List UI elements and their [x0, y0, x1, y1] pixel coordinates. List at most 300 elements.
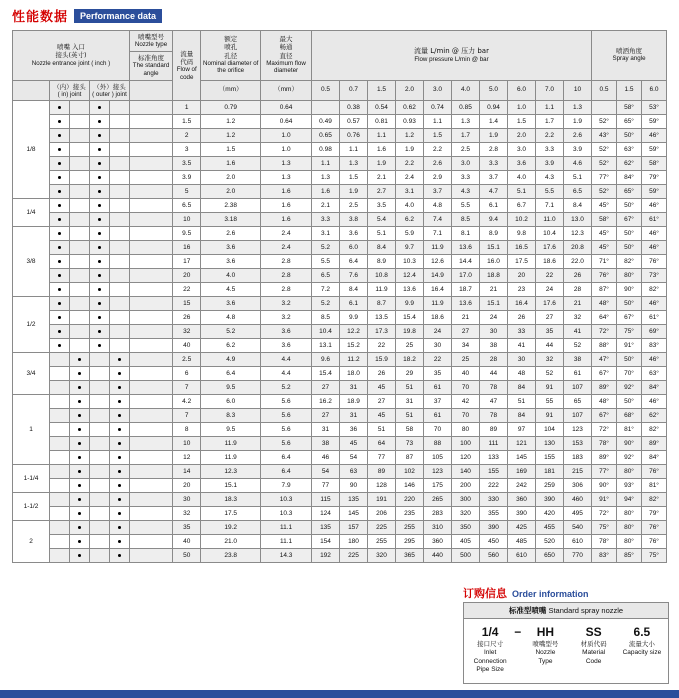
joint-cell — [70, 241, 90, 255]
joint-cell — [110, 535, 130, 549]
flow-cell: 330 — [480, 493, 508, 507]
spray-angle-cell: 76° — [642, 255, 667, 269]
flow-cell: 4.7 — [480, 185, 508, 199]
flow-cell: 0.98 — [312, 143, 340, 157]
joint-cell — [110, 227, 130, 241]
joint-cell — [70, 227, 90, 241]
flow-cell: 31 — [340, 381, 368, 395]
flow-cell: 84 — [508, 381, 536, 395]
table-row — [13, 409, 667, 423]
flow-cell: 1.3 — [340, 157, 368, 171]
flow-cell: 0.57 — [340, 115, 368, 129]
flow-cell: 12.2 — [340, 325, 368, 339]
joint-cell — [90, 423, 110, 437]
order-box-title-en: Standard spray nozzle — [548, 606, 624, 615]
table-row — [13, 549, 667, 563]
max-flow-cell: 5.6 — [261, 395, 312, 409]
flow-cell: 8.4 — [368, 241, 396, 255]
joint-cell — [70, 521, 90, 535]
flow-cell: 22.0 — [564, 255, 592, 269]
orifice-cell: 3.18 — [201, 213, 261, 227]
order-part-code: SS — [585, 625, 602, 639]
flow-cell: 2.4 — [396, 171, 424, 185]
flow-code-cell: 35 — [173, 521, 201, 535]
joint-cell — [70, 213, 90, 227]
spray-angle-cell: 76° — [592, 269, 617, 283]
flow-code-cell: 6.5 — [173, 199, 201, 213]
col-pressure: 流量 L/min @ 压力 bar Flow pressure L/min @ bar — [312, 31, 592, 81]
flow-cell: 1.6 — [368, 143, 396, 157]
joint-cell — [70, 367, 90, 381]
joint-cell — [90, 185, 110, 199]
flow-cell: 28 — [564, 283, 592, 297]
spray-angle-cell: 80° — [617, 465, 642, 479]
flow-cell: 25 — [396, 339, 424, 353]
table-row — [13, 129, 667, 143]
flow-cell: 242 — [508, 479, 536, 493]
flow-cell: 183 — [564, 451, 592, 465]
flow-cell: 19.8 — [396, 325, 424, 339]
flow-cell: 107 — [564, 381, 592, 395]
max-flow-cell: 0.64 — [261, 115, 312, 129]
flow-cell: 1.9 — [340, 185, 368, 199]
joint-cell — [90, 269, 110, 283]
flow-cell: 13.0 — [564, 213, 592, 227]
flow-cell: 3.3 — [312, 213, 340, 227]
flow-cell: 24 — [480, 311, 508, 325]
flow-cell: 54 — [340, 451, 368, 465]
col-pressure-10: 10 — [564, 80, 592, 101]
flow-cell: 29 — [396, 367, 424, 381]
table-row — [13, 101, 667, 115]
flow-cell: 41 — [508, 339, 536, 353]
spray-angle-cell: 92° — [617, 381, 642, 395]
flow-cell: 15.4 — [312, 367, 340, 381]
flow-cell: 16.2 — [312, 395, 340, 409]
table-row — [13, 213, 667, 227]
joint-cell — [110, 437, 130, 451]
flow-cell: 77 — [368, 451, 396, 465]
flow-cell: 2.1 — [312, 199, 340, 213]
joint-cell — [110, 339, 130, 353]
flow-cell: 18.9 — [340, 395, 368, 409]
orifice-cell: 9.5 — [201, 381, 261, 395]
flow-cell: 13.6 — [396, 283, 424, 297]
flow-cell: 1.6 — [312, 185, 340, 199]
flow-cell: 405 — [452, 535, 480, 549]
flow-cell: 13.5 — [368, 311, 396, 325]
standard-angle-cell — [130, 507, 173, 521]
joint-cell — [50, 409, 70, 423]
flow-cell: 18.8 — [480, 269, 508, 283]
flow-cell: 17.6 — [536, 297, 564, 311]
flow-cell: 1.9 — [480, 129, 508, 143]
orifice-cell: 1.6 — [201, 157, 261, 171]
order-part-2 — [523, 625, 567, 666]
flow-cell: 26 — [564, 269, 592, 283]
order-part-code: 1/4 — [481, 625, 499, 639]
spray-angle-cell: 67° — [592, 409, 617, 423]
joint-cell — [90, 493, 110, 507]
joint-cell — [50, 479, 70, 493]
flow-cell: 2.6 — [424, 157, 452, 171]
flow-cell: 17.5 — [508, 255, 536, 269]
flow-cell: 4.3 — [536, 171, 564, 185]
flow-cell: 89 — [368, 465, 396, 479]
standard-angle-cell — [130, 157, 173, 171]
joint-cell — [90, 535, 110, 549]
spray-angle-cell: 53° — [642, 101, 667, 115]
spray-angle-cell: 80° — [617, 521, 642, 535]
flow-cell: 12.3 — [564, 227, 592, 241]
flow-cell: 4.3 — [452, 185, 480, 199]
flow-cell: 27 — [312, 381, 340, 395]
flow-cell: 425 — [508, 521, 536, 535]
flow-cell: 11.2 — [340, 353, 368, 367]
table-row — [13, 535, 667, 549]
flow-cell: 350 — [452, 521, 480, 535]
table-row — [13, 325, 667, 339]
flow-cell: 64 — [368, 437, 396, 451]
group-label-1-4: 1/4 — [13, 199, 50, 227]
flow-cell: 610 — [564, 535, 592, 549]
flow-cell: 45 — [340, 437, 368, 451]
flow-cell: 33 — [508, 325, 536, 339]
spray-angle-cell: 52° — [592, 185, 617, 199]
joint-cell — [50, 185, 70, 199]
flow-cell: 31 — [312, 423, 340, 437]
flow-cell: 27 — [368, 395, 396, 409]
spray-angle-cell: 46° — [642, 129, 667, 143]
max-flow-cell: 2.8 — [261, 269, 312, 283]
max-flow-cell: 4.4 — [261, 353, 312, 367]
col-standard-angle: 标准角度 The standard angle — [130, 51, 173, 80]
spray-angle-cell: 82° — [617, 255, 642, 269]
spray-angle-cell: 82° — [642, 423, 667, 437]
flow-cell: 3.9 — [564, 143, 592, 157]
flow-cell: 191 — [368, 493, 396, 507]
flow-cell: 8.5 — [452, 213, 480, 227]
flow-cell: 5.1 — [508, 185, 536, 199]
flow-cell: 17.6 — [536, 241, 564, 255]
order-separator: − — [514, 625, 522, 639]
flow-cell: 32 — [564, 311, 592, 325]
flow-cell: 7.1 — [424, 227, 452, 241]
joint-cell — [90, 507, 110, 521]
flow-cell: 87 — [396, 451, 424, 465]
col-angle-1.5: 1.5 — [617, 80, 642, 101]
flow-code-cell: 9.5 — [173, 227, 201, 241]
flow-cell: 30 — [508, 353, 536, 367]
joint-cell — [50, 115, 70, 129]
joint-cell — [50, 227, 70, 241]
flow-cell: 1.9 — [368, 157, 396, 171]
spray-angle-cell: 46° — [642, 353, 667, 367]
flow-cell: 10.8 — [368, 269, 396, 283]
flow-code-cell: 3.9 — [173, 171, 201, 185]
flow-cell: 1.1 — [536, 101, 564, 115]
flow-cell: 15.4 — [396, 311, 424, 325]
max-flow-cell: 5.6 — [261, 423, 312, 437]
spray-angle-cell: 75° — [617, 325, 642, 339]
table-row — [13, 115, 667, 129]
flow-cell: 2.2 — [424, 143, 452, 157]
orifice-cell: 2.38 — [201, 199, 261, 213]
flow-cell: 0.93 — [396, 115, 424, 129]
flow-cell: 650 — [536, 549, 564, 563]
flow-cell: 65 — [564, 395, 592, 409]
flow-cell: 153 — [564, 437, 592, 451]
flow-cell: 31 — [340, 409, 368, 423]
flow-cell: 6.5 — [312, 269, 340, 283]
spray-angle-cell: 70° — [617, 367, 642, 381]
max-flow-cell: 3.2 — [261, 311, 312, 325]
flow-cell: 145 — [340, 507, 368, 521]
joint-cell — [50, 465, 70, 479]
flow-cell: 133 — [480, 451, 508, 465]
flow-cell: 22 — [424, 353, 452, 367]
joint-cell — [70, 437, 90, 451]
joint-cell — [90, 199, 110, 213]
joint-cell — [50, 423, 70, 437]
flow-cell: 1.3 — [312, 171, 340, 185]
spray-angle-cell: 43° — [592, 129, 617, 143]
col-group-label — [13, 80, 50, 101]
flow-cell: 3.1 — [396, 185, 424, 199]
flow-cell: 440 — [424, 549, 452, 563]
flow-cell: 200 — [452, 479, 480, 493]
flow-cell: 48 — [508, 367, 536, 381]
flow-cell: 21 — [480, 283, 508, 297]
joint-cell — [70, 381, 90, 395]
max-flow-cell: 5.2 — [261, 381, 312, 395]
flow-cell: 42 — [452, 395, 480, 409]
max-flow-cell: 2.8 — [261, 255, 312, 269]
joint-cell — [50, 395, 70, 409]
spray-angle-cell: 52° — [592, 115, 617, 129]
flow-code-cell: 4.2 — [173, 395, 201, 409]
flow-cell: 51 — [368, 423, 396, 437]
table-row — [13, 367, 667, 381]
joint-cell — [50, 549, 70, 563]
spray-angle-cell: 61° — [642, 213, 667, 227]
orifice-cell: 2.0 — [201, 185, 261, 199]
joint-cell — [50, 451, 70, 465]
flow-cell: 8.9 — [368, 255, 396, 269]
standard-angle-cell — [130, 269, 173, 283]
flow-cell: 5.9 — [396, 227, 424, 241]
flow-cell: 34 — [452, 339, 480, 353]
col-max-flow-unit: （mm） — [261, 80, 312, 101]
spray-angle-cell: 71° — [592, 255, 617, 269]
flow-cell: 2.6 — [564, 129, 592, 143]
flow-cell: 1.9 — [564, 115, 592, 129]
group-label-2: 2 — [13, 521, 50, 563]
order-information-box — [463, 602, 669, 684]
joint-cell — [110, 325, 130, 339]
flow-cell: 55 — [536, 395, 564, 409]
flow-cell: 23 — [508, 283, 536, 297]
flow-cell: 10.4 — [312, 325, 340, 339]
table-row — [13, 255, 667, 269]
spray-angle-cell: 46° — [642, 227, 667, 241]
flow-cell: 51 — [396, 409, 424, 423]
flow-cell: 27 — [312, 409, 340, 423]
table-row — [13, 269, 667, 283]
flow-cell: 22 — [368, 339, 396, 353]
flow-cell: 390 — [480, 521, 508, 535]
flow-code-cell: 22 — [173, 283, 201, 297]
orifice-cell: 5.2 — [201, 325, 261, 339]
joint-cell — [90, 311, 110, 325]
joint-cell — [90, 479, 110, 493]
col-angle-0.5: 0.5 — [592, 80, 617, 101]
spray-angle-cell: 59° — [642, 143, 667, 157]
orifice-cell: 1.2 — [201, 129, 261, 143]
flow-cell: 78 — [480, 381, 508, 395]
flow-cell: 24 — [424, 325, 452, 339]
flow-cell: 1.5 — [340, 171, 368, 185]
joint-cell — [110, 143, 130, 157]
joint-cell — [50, 381, 70, 395]
spray-angle-cell: 69° — [642, 325, 667, 339]
flow-cell: 2.0 — [508, 129, 536, 143]
flow-cell: 4.6 — [564, 157, 592, 171]
spray-angle-cell: 80° — [617, 507, 642, 521]
flow-cell: 610 — [508, 549, 536, 563]
flow-cell: 111 — [480, 437, 508, 451]
flow-cell: 1.1 — [368, 129, 396, 143]
spray-angle-cell: 59° — [642, 115, 667, 129]
flow-cell: 355 — [480, 507, 508, 521]
flow-cell: 135 — [312, 521, 340, 535]
flow-code-cell: 16 — [173, 241, 201, 255]
joint-cell — [70, 493, 90, 507]
joint-cell — [50, 507, 70, 521]
flow-cell: 4.8 — [424, 199, 452, 213]
flow-cell: 495 — [564, 507, 592, 521]
flow-cell: 2.5 — [340, 199, 368, 213]
flow-cell: 14.9 — [424, 269, 452, 283]
table-row — [13, 507, 667, 521]
spray-angle-cell: 58° — [642, 157, 667, 171]
table-row — [13, 297, 667, 311]
flow-cell: 6.0 — [340, 241, 368, 255]
flow-cell: 44 — [480, 367, 508, 381]
joint-cell — [70, 339, 90, 353]
standard-angle-cell — [130, 353, 173, 367]
flow-cell: 6.5 — [564, 185, 592, 199]
joint-cell — [90, 143, 110, 157]
flow-cell: 13.6 — [452, 297, 480, 311]
flow-cell: 35 — [536, 325, 564, 339]
spray-angle-cell: 67° — [592, 367, 617, 381]
col-flow-code: 流量 代码 Flow of code — [173, 31, 201, 101]
flow-cell: 2.7 — [368, 185, 396, 199]
spray-angle-cell: 90° — [592, 479, 617, 493]
col-nozzle-entrance: 喷嘴 入口 接头(英寸) Nozzle entrance joint ( inch ) — [13, 31, 130, 81]
max-flow-cell: 10.3 — [261, 507, 312, 521]
flow-cell: 21 — [564, 297, 592, 311]
standard-angle-cell — [130, 437, 173, 451]
spray-angle-cell: 90° — [617, 283, 642, 297]
flow-cell: 40 — [452, 367, 480, 381]
flow-cell: 520 — [536, 535, 564, 549]
flow-cell: 17.0 — [452, 269, 480, 283]
flow-code-cell: 30 — [173, 493, 201, 507]
max-flow-cell: 4.4 — [261, 367, 312, 381]
flow-cell: 175 — [424, 479, 452, 493]
col-pressure-6.0: 6.0 — [508, 80, 536, 101]
joint-cell — [90, 367, 110, 381]
flow-cell: 300 — [452, 493, 480, 507]
table-row — [13, 143, 667, 157]
table-row — [13, 185, 667, 199]
orifice-cell: 19.2 — [201, 521, 261, 535]
standard-angle-cell — [130, 115, 173, 129]
flow-cell: 3.7 — [480, 171, 508, 185]
spray-angle-cell: 52° — [592, 143, 617, 157]
flow-cell: 265 — [424, 493, 452, 507]
order-title-cn: 订购信息 — [463, 587, 507, 600]
joint-cell — [70, 143, 90, 157]
joint-cell — [110, 171, 130, 185]
standard-angle-cell — [130, 129, 173, 143]
spray-angle-cell: 67° — [617, 311, 642, 325]
flow-cell: 58 — [396, 423, 424, 437]
joint-cell — [70, 199, 90, 213]
flow-cell: 1.7 — [536, 115, 564, 129]
order-part-code: HH — [536, 625, 555, 639]
flow-cell: 306 — [564, 479, 592, 493]
flow-cell: 0.62 — [396, 101, 424, 115]
spray-angle-cell: 48° — [592, 297, 617, 311]
flow-cell: 37 — [424, 395, 452, 409]
flow-cell: 0.38 — [340, 101, 368, 115]
performance-data-table — [12, 30, 667, 563]
joint-cell — [70, 507, 90, 521]
standard-angle-cell — [130, 423, 173, 437]
spray-angle-cell: 78° — [592, 535, 617, 549]
flow-cell: 9.6 — [312, 353, 340, 367]
flow-cell: 12.4 — [396, 269, 424, 283]
flow-code-cell: 10 — [173, 437, 201, 451]
spray-angle-cell: 87° — [592, 283, 617, 297]
spray-angle-cell: 63° — [617, 143, 642, 157]
joint-cell — [90, 339, 110, 353]
flow-cell: 38 — [312, 437, 340, 451]
orifice-cell: 6.4 — [201, 367, 261, 381]
flow-cell — [312, 101, 340, 115]
flow-cell: 52 — [536, 367, 564, 381]
flow-code-cell: 3 — [173, 143, 201, 157]
spray-angle-cell: 52° — [592, 157, 617, 171]
flow-cell: 485 — [508, 535, 536, 549]
joint-cell — [50, 255, 70, 269]
flow-cell: 16.4 — [508, 297, 536, 311]
flow-cell: 0.49 — [312, 115, 340, 129]
flow-cell: 155 — [480, 465, 508, 479]
flow-cell: 18.7 — [452, 283, 480, 297]
flow-cell: 5.2 — [312, 241, 340, 255]
col-pressure-3.0: 3.0 — [424, 80, 452, 101]
flow-cell: 120 — [452, 451, 480, 465]
flow-cell: 124 — [312, 507, 340, 521]
flow-cell: 70 — [452, 409, 480, 423]
standard-angle-cell — [130, 465, 173, 479]
table-row — [13, 227, 667, 241]
standard-angle-cell — [130, 199, 173, 213]
